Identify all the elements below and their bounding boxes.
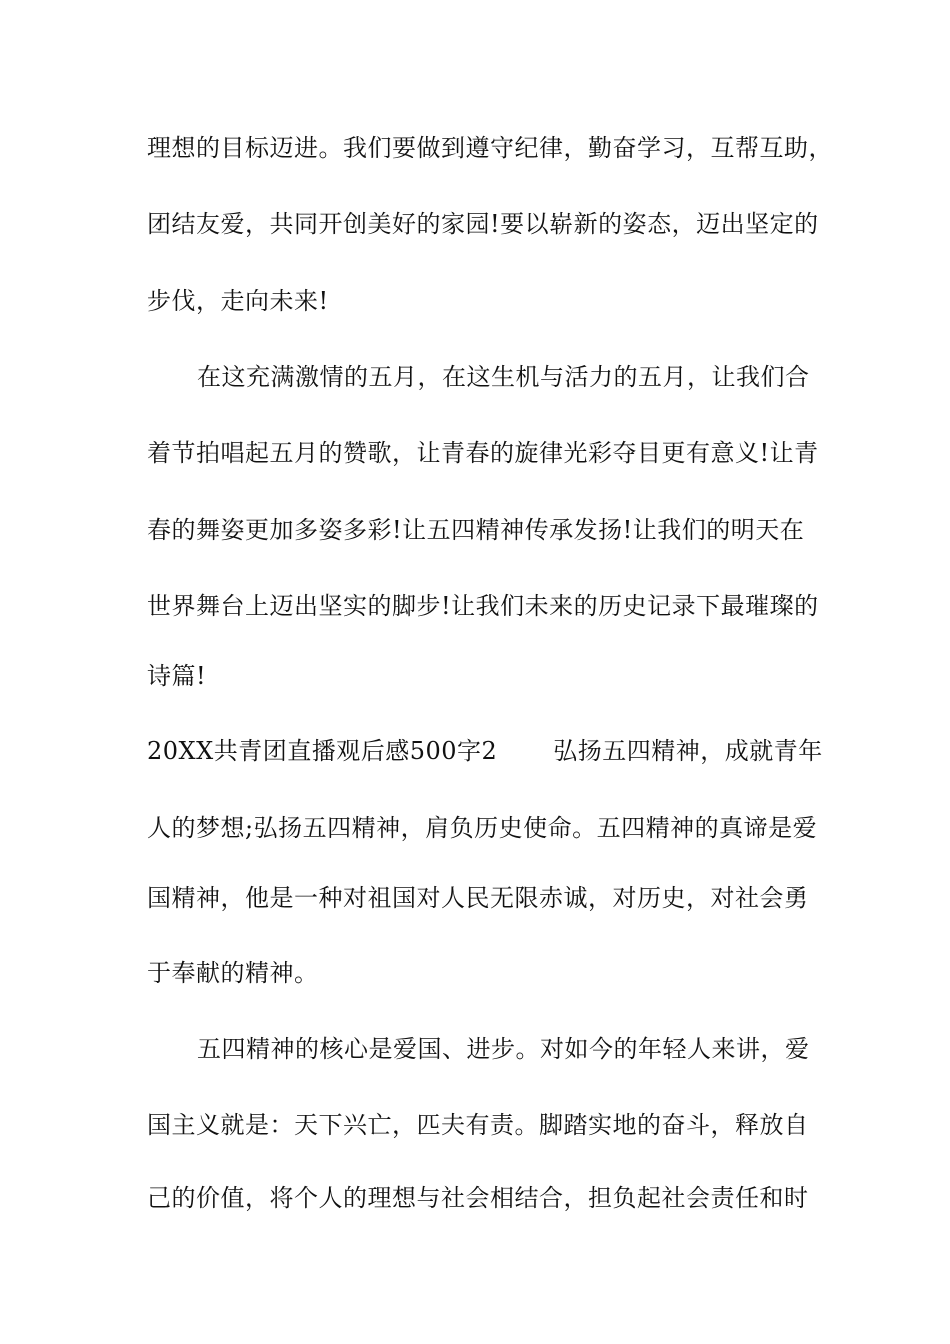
text-line: 世界舞台上迈出坚实的脚步!让我们未来的历史记录下最璀璨的 — [147, 592, 819, 620]
text-line: 弘扬五四精神，成就青年 — [553, 737, 823, 765]
text-line: 国主义就是：天下兴亡，匹夫有责。脚踏实地的奋斗，释放自 — [147, 1111, 809, 1139]
text-line: 于奉献的精神。 — [147, 959, 319, 987]
text-line: 在这充满激情的五月，在这生机与活力的五月，让我们合 — [197, 363, 810, 391]
text-line: 国精神，他是一种对祖国对人民无限赤诚，对历史，对社会勇 — [147, 884, 809, 912]
text-line: 春的舞姿更加多姿多彩!让五四精神传承发扬!让我们的明天在 — [147, 516, 805, 544]
text-line: 理想的目标迈进。我们要做到遵守纪律，勤奋学习，互帮互助， — [147, 134, 833, 162]
text-line: 团结友爱，共同开创美好的家园!要以崭新的姿态，迈出坚定的 — [147, 210, 819, 238]
section-heading-line — [147, 731, 827, 771]
text-line: 着节拍唱起五月的赞歌，让青春的旋律光彩夺目更有意义!让青 — [147, 439, 819, 467]
text-line: 己的价值，将个人的理想与社会相结合，担负起社会责任和时 — [147, 1184, 809, 1212]
text-line: 诗篇! — [147, 662, 207, 690]
text-line: 步伐，走向未来! — [147, 287, 329, 315]
text-line: 人的梦想;弘扬五四精神，肩负历史使命。五四精神的真谛是爱 — [147, 814, 818, 842]
text-line: 五四精神的核心是爱国、进步。对如今的年轻人来讲，爱 — [197, 1035, 810, 1063]
section-heading: 20XX共青团直播观后感500字2 — [147, 737, 498, 765]
